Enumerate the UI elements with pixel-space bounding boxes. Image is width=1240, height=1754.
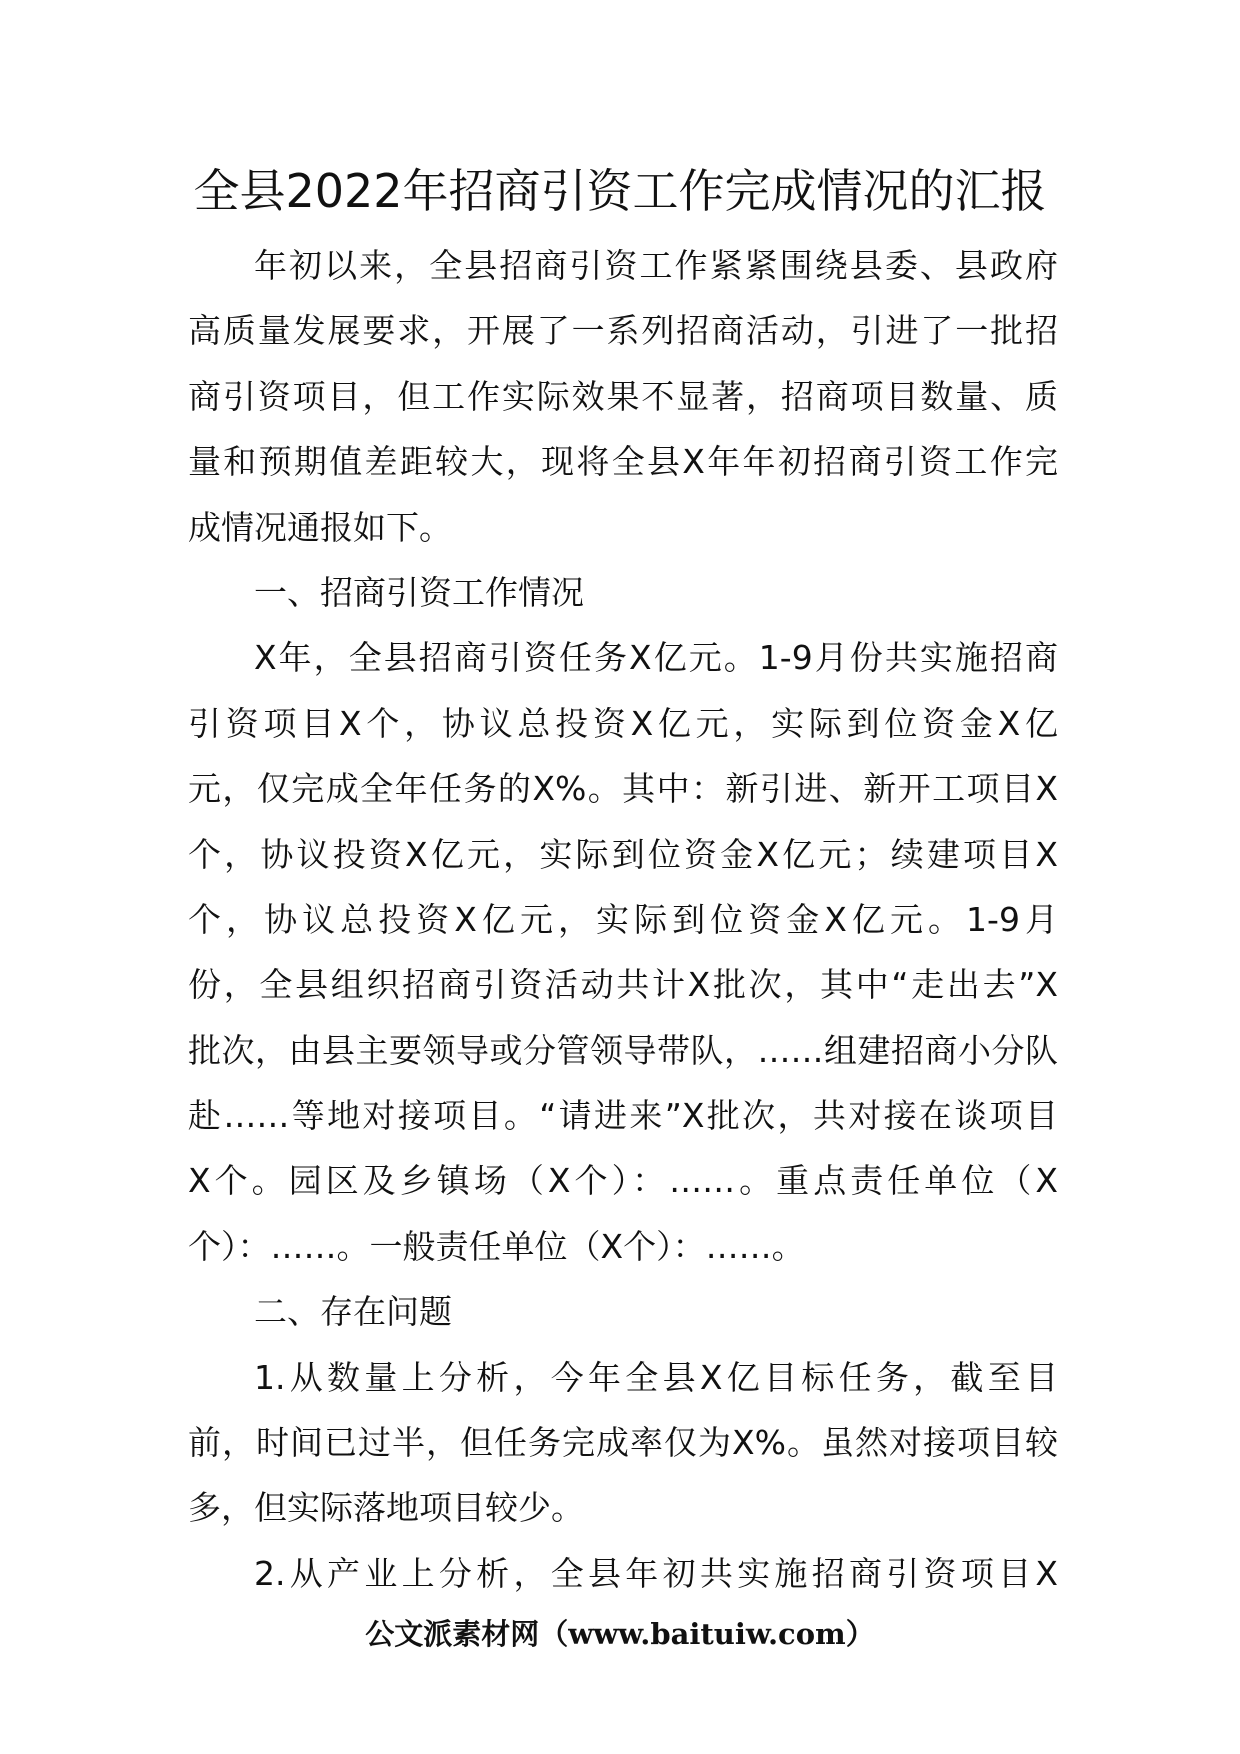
paragraph-line: 2.从产业上分析，全县年初共实施招商引资项目X — [254, 1553, 1058, 1593]
document-title: 全县2022年招商引资工作完成情况的汇报 — [193, 164, 1047, 218]
paragraph-line: 份，全县组织招商引资活动共计X批次，其中“走出去”X — [188, 965, 1058, 1005]
paragraph-line: 成情况通报如下。 — [188, 507, 452, 547]
paragraph-line: 个，协议总投资X亿元，实际到位资金X亿元。1-9月 — [188, 899, 1058, 939]
document-body — [188, 233, 1058, 1606]
paragraph-line: 元，仅完成全年任务的X%。其中：新引进、新开工项目X — [188, 769, 1058, 809]
paragraph-line: 赴……等地对接项目。“请进来”X批次，共对接在谈项目 — [188, 1096, 1058, 1136]
paragraph-line: 商引资项目，但工作实际效果不显著，招商项目数量、质 — [188, 376, 1058, 416]
paragraph-line: 高质量发展要求，开展了一系列招商活动，引进了一批招 — [188, 311, 1058, 351]
footer-source: 公文派素材网（www.baituiw.com） — [365, 1617, 875, 1651]
paragraph-line: 批次，由县主要领导或分管领导带队，……组建招商小分队 — [188, 1030, 1058, 1070]
section-heading: 二、存在问题 — [254, 1292, 452, 1332]
paragraph-line: 个，协议投资X亿元，实际到位资金X亿元；续建项目X — [188, 834, 1058, 874]
paragraph-line: X个。园区及乡镇场（X个）：……。重点责任单位（X — [188, 1161, 1058, 1201]
paragraph-line: 1.从数量上分析，今年全县X亿目标任务，截至目 — [254, 1357, 1058, 1397]
section-heading: 一、招商引资工作情况 — [254, 572, 584, 612]
paragraph-line: 个）：……。一般责任单位（X个）：……。 — [188, 1226, 805, 1266]
paragraph-line: X年，全县招商引资任务X亿元。1-9月份共实施招商 — [254, 638, 1058, 678]
paragraph-line: 引资项目X个，协议总投资X亿元，实际到位资金X亿 — [188, 703, 1058, 743]
paragraph-line: 多，但实际落地项目较少。 — [188, 1488, 584, 1528]
paragraph-line: 量和预期值差距较大，现将全县X年年初招商引资工作完 — [188, 442, 1058, 482]
paragraph-line: 前，时间已过半，但任务完成率仅为X%。虽然对接项目较 — [188, 1423, 1058, 1463]
paragraph-line: 年初以来，全县招商引资工作紧紧围绕县委、县政府 — [254, 246, 1058, 285]
